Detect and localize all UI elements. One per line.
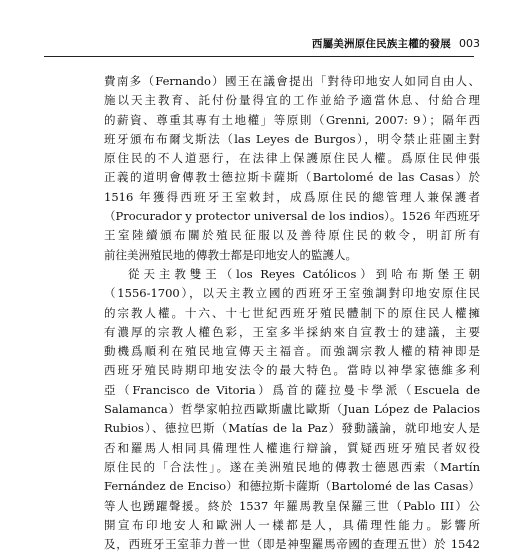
text-line: 開宣布印地安人和歐洲人一樣都是人，具備理性能力。影響所 xyxy=(104,517,480,532)
text-line: 從天主教雙王（los Reyes Católicos）到哈布斯堡王朝 xyxy=(128,266,480,281)
header-rule xyxy=(44,56,474,57)
page-number: 003 xyxy=(459,37,480,50)
text-line: 亞（Francisco de Vitoria）爲首的薩拉曼卡學派（Escuela de xyxy=(104,382,480,397)
text-line: 原住民的不人道惡行，在法律上保護原住民人權。爲原住民伸張 xyxy=(104,151,480,166)
text-line: 王室陸續頒布關於殖民征服以及善待原住民的敕令，明訂所有 xyxy=(104,228,480,243)
running-title: 西屬美洲原住民族主權的發展 xyxy=(311,38,451,50)
text-line: 1516 年獲得西班牙王室敕封，成爲原住民的總管理人兼保護者 xyxy=(104,189,480,204)
text-line: 費南多（Fernando）國王在議會提出「對待印地安人如同自由人、 xyxy=(104,74,480,88)
text-line: 及，西班牙王室菲力普一世（即是神聖羅馬帝國的查理五世）於 1542 xyxy=(104,537,480,552)
text-line: Salamanca）哲學家帕拉西歐斯盧比歐斯（Juan López de Palacios xyxy=(104,402,480,417)
text-line: 施以天主教育、託付份量得宜的工作並給予適當休息、付給合理 xyxy=(104,93,480,108)
text-line: 正義的道明會傳教士德拉斯卡薩斯（Bartolomé de las Casas）於 xyxy=(104,170,480,185)
text-line: 有濃厚的宗教人權色彩，王室多半採納來自宣教士的建議，主要 xyxy=(104,324,480,339)
text-line: 前往美洲殖民地的傳教士都是印地安人的監護人。 xyxy=(104,247,357,262)
text-line: Rubios）、德拉巴斯（Matías de la Paz）發動議論，就印地安人是 xyxy=(104,421,480,436)
text-line: 的薪資、尊重其專有土地權」等原則（Grenni, 2007: 9）；隔年西 xyxy=(104,112,480,127)
text-line: 等人也踴躍聲援。終於 1537 年羅馬教皇保羅三世（Pablo III）公 xyxy=(104,498,480,513)
text-line: Fernández de Enciso）和德拉斯卡薩斯（Bartolomé de las Casas） xyxy=(104,479,480,494)
text-line: （1556-1700），以天主教立國的西班牙王室強調對印地安原住民 xyxy=(104,286,480,301)
text-line: 的宗教人權。十六、十七世紀西班牙殖民體制下的原住民人權擁 xyxy=(104,305,480,320)
text-line: 班牙頒布布爾戈斯法（las Leyes de Burgos），明令禁止莊園主對 xyxy=(104,131,480,146)
text-line: 否和羅馬人相同具備理性人權進行辯論，質疑西班牙殖民者奴役 xyxy=(104,440,480,455)
text-line: 原住民的「合法性」。遂在美洲殖民地的傳教士德恩西索（Martín xyxy=(104,459,480,474)
text-line: （Procurador y protector universal de los indios）。1526 年西班牙 xyxy=(104,209,481,224)
text-line: 動機爲順利在殖民地宣傳天主福音。而強調宗教人權的精神即是 xyxy=(104,344,480,359)
text-line: 西班牙殖民時期印地安法令的最大特色。當時以神學家德維多利 xyxy=(104,363,480,378)
running-header xyxy=(104,36,480,56)
body-text xyxy=(104,72,480,554)
